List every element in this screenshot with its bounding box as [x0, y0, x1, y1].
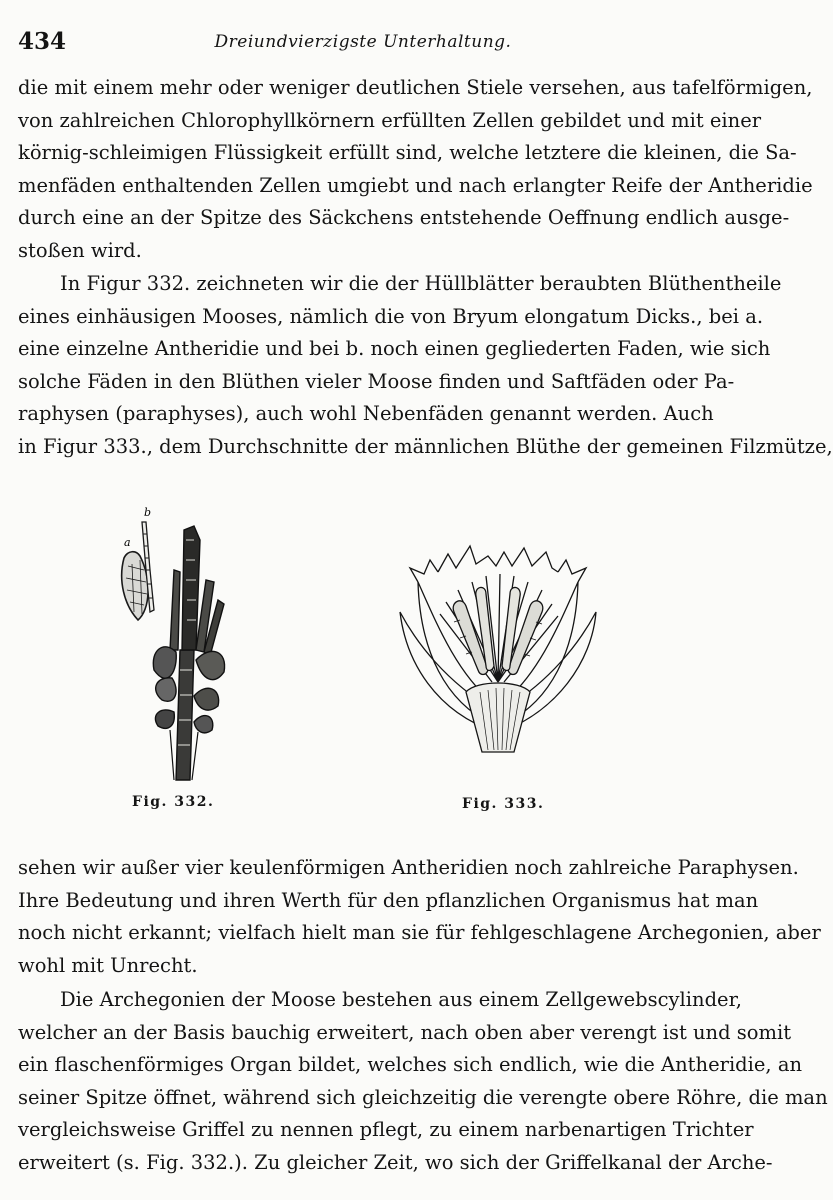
- text-line: in Figur 333., dem Durchschnitte der männlichen Blüthe der gemeinen Filzmütze,: [18, 434, 833, 458]
- text-line: raphysen (paraphyses), auch wohl Nebenfäden genannt werden. Auch: [18, 402, 714, 426]
- text-line: seiner Spitze öffnet, während sich gleichzeitig die verengte obere Röhre, die man: [18, 1085, 828, 1109]
- text-line: Ihre Bedeutung und ihren Werth für den pflanzlichen Organismus hat man: [18, 888, 759, 912]
- paragraph-figure-332: [18, 268, 833, 464]
- paragraph-paraphyses: [18, 852, 821, 982]
- text-line: welcher an der Basis bauchig erweitert, nach oben aber verengt ist und somit: [18, 1020, 792, 1044]
- figure-332-illustration: [110, 500, 250, 785]
- figure-332-caption: Fig. 332.: [132, 794, 215, 810]
- text-line: vergleichsweise Griffel zu nennen pflegt, zu einem narbenartigen Trichter: [18, 1118, 754, 1142]
- text-line: von zahlreichen Chlorophyllkörnern erfüllten Zellen gebildet und mit einer: [18, 108, 762, 132]
- text-line: ein flaschenförmiges Organ bildet, welches sich endlich, wie die Antheridie, an: [18, 1053, 803, 1077]
- text-line: menfäden enthaltenden Zellen umgiebt und nach erlangter Reife der Antheridie: [18, 173, 813, 197]
- page-header: [18, 28, 708, 58]
- text-line: Die Archegonien der Moose bestehen aus einem Zellgewebscylinder,: [60, 988, 742, 1011]
- text-line: erweitert (s. Fig. 332.). Zu gleicher Zeit, wo sich der Griffelkanal der Arche-: [18, 1150, 773, 1174]
- figure-332-label-b: b: [144, 506, 152, 519]
- figure-333-caption: Fig. 333.: [462, 796, 545, 812]
- text-line: körnig-schleimigen Flüssigkeit erfüllt sind, welche letztere die kleinen, die Sa-: [18, 141, 797, 165]
- text-line: wohl mit Unrecht.: [18, 953, 198, 977]
- running-head: Dreiundvierzigste Unterhaltung.: [214, 32, 512, 52]
- figure-333-illustration: [396, 542, 600, 756]
- antheridium-drawing: [122, 552, 148, 620]
- text-line: noch nicht erkannt; vielfach hielt man sie für fehlgeschlagene Archegonien, aber: [18, 921, 821, 945]
- male-flower-section-drawing: [400, 546, 596, 752]
- figure-332-label-a: a: [124, 536, 131, 549]
- moss-stem-drawing: [153, 526, 224, 780]
- paragraph-archegonia: [18, 984, 828, 1180]
- text-line: In Figur 332. zeichneten wir die der Hüllblätter beraubten Blüthentheile: [60, 272, 782, 295]
- text-line: durch eine an der Spitze des Säckchens entstehende Oeffnung endlich ausge-: [18, 206, 790, 230]
- text-line: solche Fäden in den Blüthen vieler Moose finden und Saftfäden oder Pa-: [18, 369, 735, 393]
- text-line: stoßen wird.: [18, 238, 142, 262]
- page-number: 434: [18, 28, 67, 55]
- text-line: die mit einem mehr oder weniger deutlichen Stiele versehen, aus tafelförmigen,: [18, 76, 813, 99]
- text-line: eines einhäusigen Mooses, nämlich die von Bryum elongatum Dicks., bei a.: [18, 304, 764, 328]
- paragraph-antheridia-continued: [18, 72, 813, 268]
- text-line: sehen wir außer vier keulenförmigen Antheridien noch zahlreiche Paraphysen.: [18, 856, 799, 879]
- text-line: eine einzelne Antheridie und bei b. noch einen gegliederten Faden, wie sich: [18, 337, 771, 361]
